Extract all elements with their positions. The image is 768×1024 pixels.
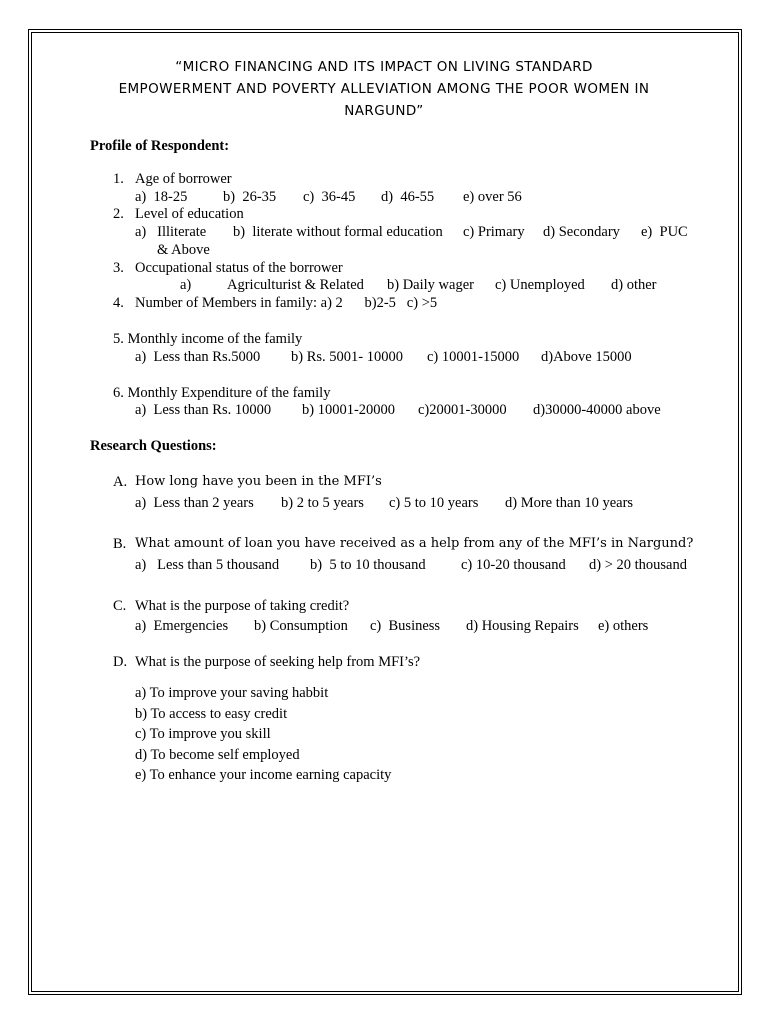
- q3-number: 3.: [113, 260, 124, 276]
- q1-label: Age of borrower: [135, 171, 232, 187]
- q1-option-c: c) 36-45: [303, 189, 356, 205]
- q5-label: 5. Monthly income of the family: [113, 331, 303, 347]
- q1-option-b: b) 26-35: [223, 189, 277, 205]
- qB-option-b: b) 5 to 10 thousand: [310, 557, 426, 573]
- title-line-1: “MICRO FINANCING AND ITS IMPACT ON LIVING STANDARD: [175, 59, 593, 75]
- q5-option-c: c) 10001-15000: [427, 349, 520, 365]
- qB-option-d: d) > 20 thousand: [589, 557, 687, 573]
- q5-option-b: b) Rs. 5001- 10000: [291, 349, 403, 365]
- q6-option-d: d)30000-40000 above: [533, 402, 661, 418]
- q3-option-c: c) Unemployed: [495, 277, 585, 293]
- q2-option-e: e) PUC: [641, 224, 688, 240]
- q6-label: 6. Monthly Expenditure of the family: [113, 385, 331, 401]
- q1-option-d: d) 46-55: [381, 189, 435, 205]
- q3-option-d: d) other: [611, 277, 657, 293]
- qD-option-a: a) To improve your saving habbit: [135, 685, 329, 701]
- q5-option-d: d)Above 15000: [541, 349, 632, 365]
- q3-label: Occupational status of the borrower: [135, 260, 343, 276]
- qC-option-a: a) Emergencies: [135, 618, 229, 634]
- qC-option-c: c) Business: [370, 618, 441, 634]
- qA-option-d: d) More than 10 years: [505, 495, 634, 511]
- qA-option-c: c) 5 to 10 years: [389, 495, 479, 511]
- document-title: [60, 56, 708, 122]
- q3-option-b: b) Daily wager: [387, 277, 474, 293]
- q2-label: Level of education: [135, 206, 244, 222]
- q5-option-a: a) Less than Rs.5000: [135, 349, 261, 365]
- q1-option-a: a) 18-25: [135, 189, 188, 205]
- q2-option-e-cont: & Above: [157, 242, 210, 258]
- q6-option-b: b) 10001-20000: [302, 402, 396, 418]
- qA-option-b: b) 2 to 5 years: [281, 495, 364, 511]
- q6-option-a: a) Less than Rs. 10000: [135, 402, 272, 418]
- qB-option-c: c) 10-20 thousand: [461, 557, 566, 573]
- q3-option-a-text: Agriculturist & Related: [227, 277, 364, 293]
- profile-heading: Profile of Respondent:: [90, 138, 230, 154]
- qD-number: D.: [113, 654, 128, 670]
- qC-option-b: b) Consumption: [254, 618, 348, 634]
- qB-option-a: a) Less than 5 thousand: [135, 557, 280, 573]
- q3-option-a: a): [180, 277, 192, 293]
- q2-number: 2.: [113, 206, 124, 222]
- q2-option-b: b) literate without formal education: [233, 224, 443, 240]
- qC-label: What is the purpose of taking credit?: [135, 598, 350, 614]
- qD-option-c: c) To improve you skill: [135, 726, 271, 742]
- title-line-2: EMPOWERMENT AND POVERTY ALLEVIATION AMONG THE POOR WOMEN IN: [118, 81, 650, 97]
- q1-number: 1.: [113, 171, 124, 187]
- qB-label: What amount of loan you have received as a help from any of the MFI’s in Nargund?: [135, 536, 694, 551]
- qD-option-b: b) To access to easy credit: [135, 706, 288, 722]
- qA-option-a: a) Less than 2 years: [135, 495, 254, 511]
- qD-label: What is the purpose of seeking help from MFI’s?: [135, 654, 421, 670]
- qB-number: B.: [113, 536, 127, 552]
- qC-option-d: d) Housing Repairs: [466, 618, 579, 634]
- q2-option-c: c) Primary: [463, 224, 525, 240]
- qD-option-d: d) To become self employed: [135, 747, 300, 763]
- q4-number: 4.: [113, 295, 124, 311]
- q1-option-e: e) over 56: [463, 189, 522, 205]
- q2-option-d: d) Secondary: [543, 224, 620, 240]
- qA-number: A.: [113, 474, 128, 490]
- qA-label: How long have you been in the MFI’s: [135, 474, 382, 489]
- q6-option-c: c)20001-30000: [418, 402, 507, 418]
- q4-label: Number of Members in family: a) 2 b)2-5 c) >5: [135, 295, 438, 311]
- q2-option-a: a) Illiterate: [135, 224, 207, 240]
- qD-option-e: e) To enhance your income earning capacity: [135, 767, 392, 783]
- title-line-3: NARGUND”: [344, 103, 424, 119]
- qC-option-e: e) others: [598, 618, 649, 634]
- research-heading: Research Questions:: [90, 438, 217, 454]
- qC-number: C.: [113, 598, 127, 614]
